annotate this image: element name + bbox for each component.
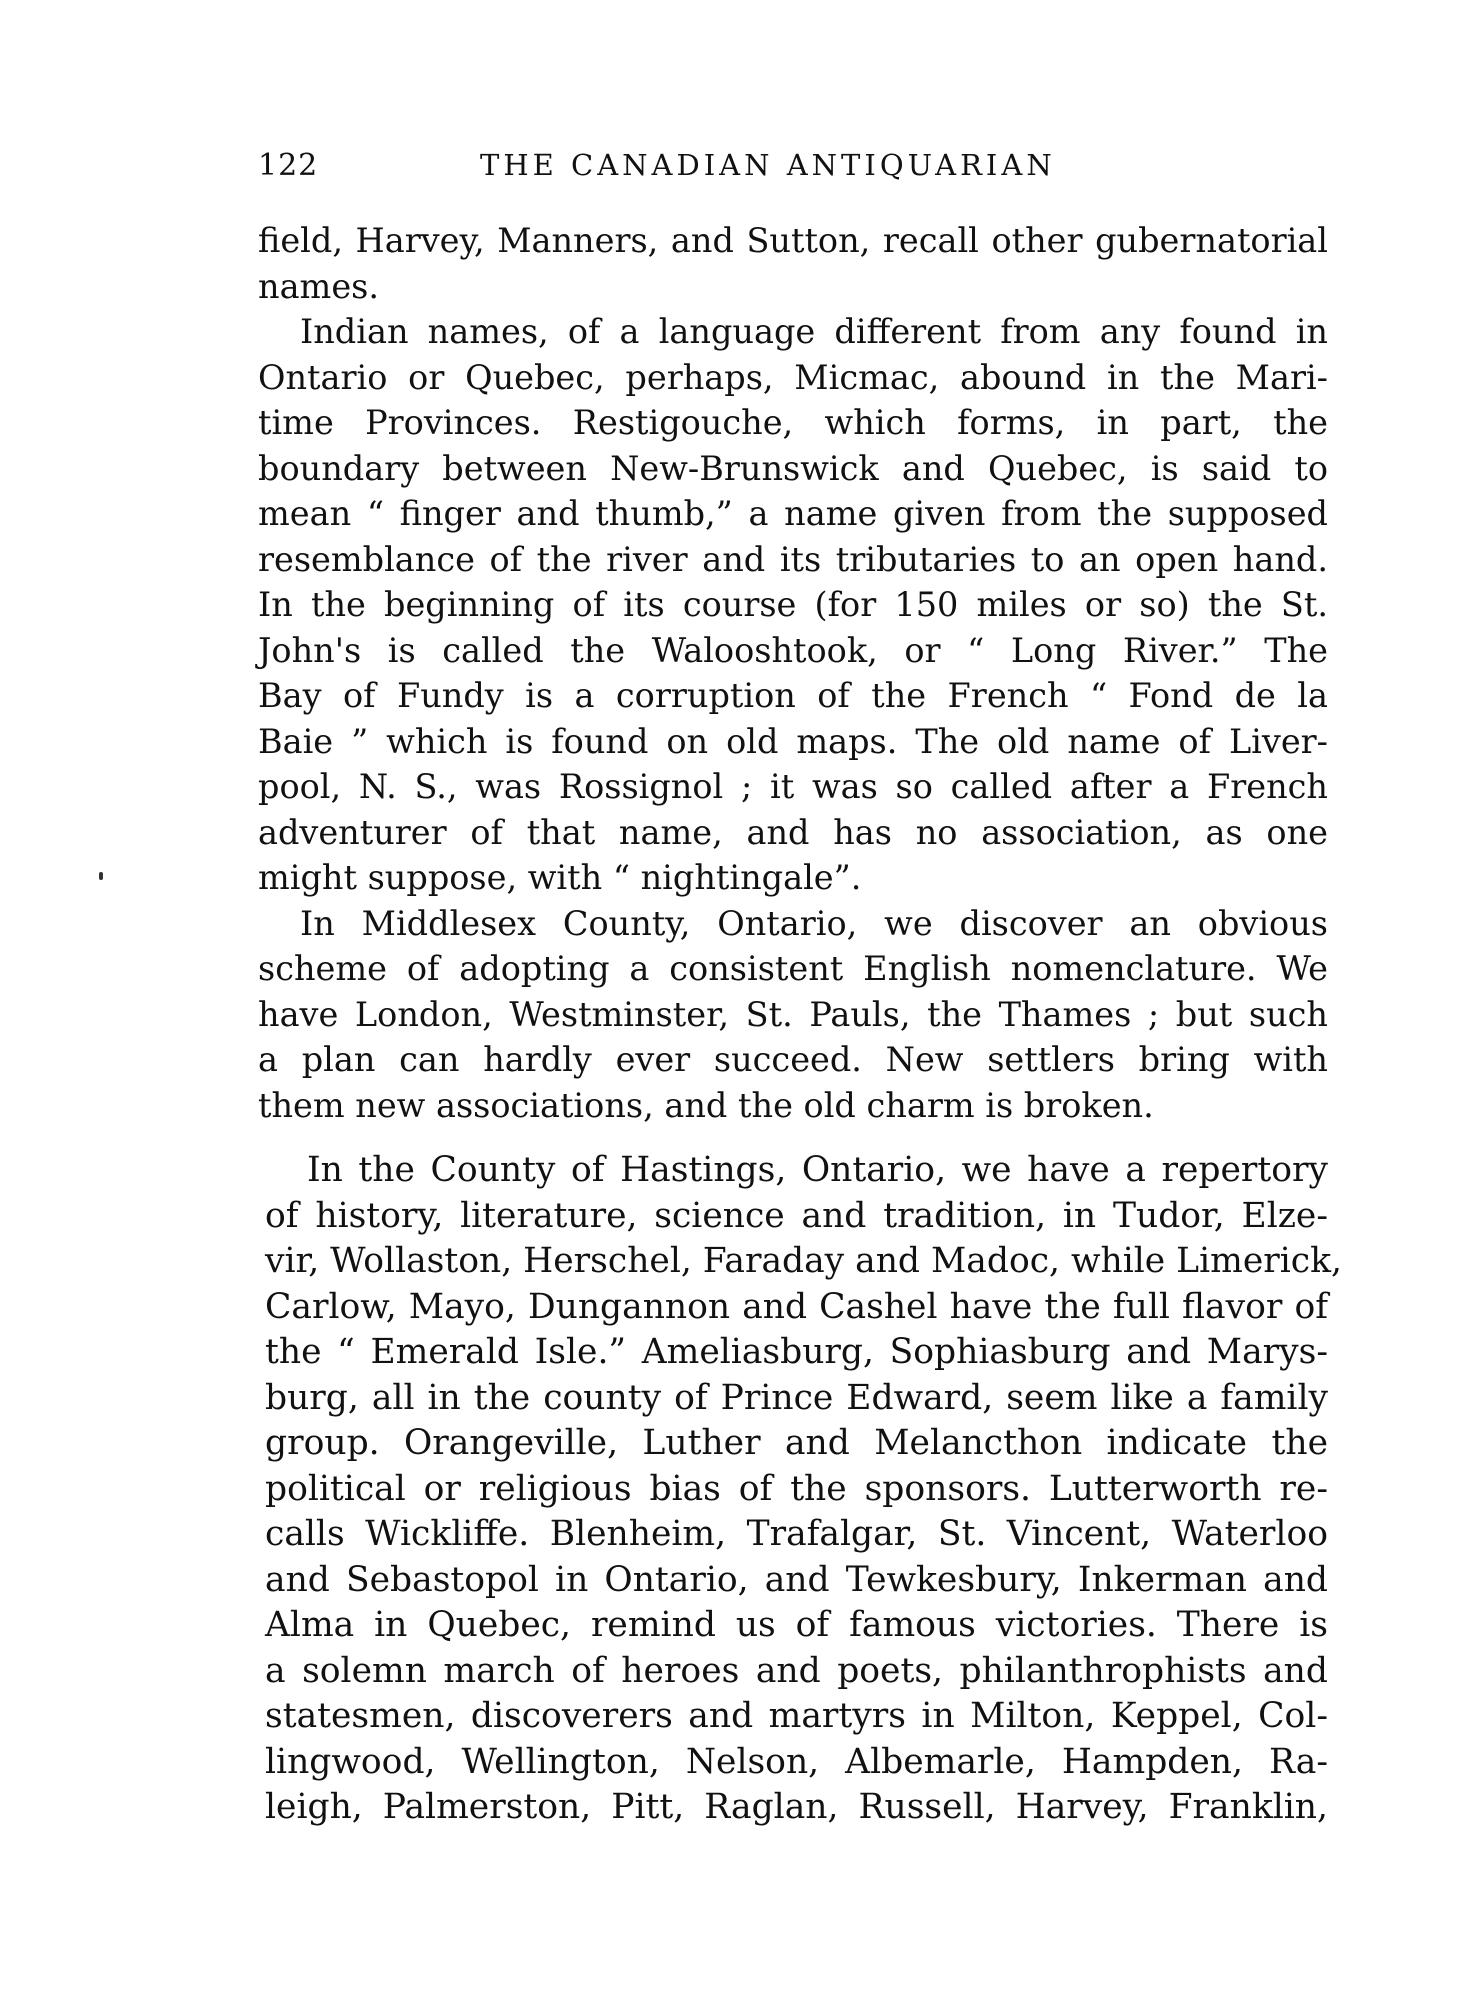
text-line: political or religious bias of the sponsors. Lutterworth re- — [265, 1468, 1328, 1509]
margin-ink-mark — [99, 872, 103, 880]
text-line: Carlow, Mayo, Dungannon and Cashel have the full flavor of — [265, 1286, 1328, 1327]
text-line: might suppose, with “ nightingale”. — [258, 858, 862, 897]
text-line: statesmen, discoverers and martyrs in Milton, Keppel, Col- — [265, 1696, 1328, 1736]
text-line: a solemn march of heroes and poets, philanthrophists and — [265, 1650, 1328, 1691]
text-line: boundary between New-Brunswick and Quebec, is said to — [258, 448, 1328, 488]
running-title: THE CANADIAN ANTIQUARIAN — [480, 148, 1056, 182]
text-line: group. Orangeville, Luther and Melancthon indicate the — [265, 1423, 1328, 1463]
text-line: calls Wickliffe. Blenheim, Trafalgar, St. Vincent, Waterloo — [265, 1514, 1328, 1554]
text-line: John's is called the Walooshtook, or “ Long River.” The — [258, 630, 1328, 670]
text-line: mean “ finger and thumb,” a name given from the supposed — [258, 494, 1328, 533]
text-line: them new associations, and the old charm is broken. — [258, 1085, 1154, 1125]
page-number: 122 — [258, 148, 319, 183]
running-header — [258, 148, 1338, 192]
text-line: and Sebastopol in Ontario, and Tewkesbury, Inkerman and — [265, 1559, 1328, 1600]
text-line: adventurer of that name, and has no association, as one — [258, 812, 1328, 852]
text-line: scheme of adopting a consistent English nomenclature. We — [258, 949, 1328, 988]
text-line: time Provinces. Restigouche, which forms, in part, the — [258, 403, 1328, 442]
text-line: a plan can hardly ever succeed. New settlers bring with — [258, 1040, 1328, 1079]
text-line: pool, N. S., was Rossignol ; it was so called after a French — [258, 767, 1328, 806]
text-line: burg, all in the county of Prince Edward, seem like a family — [265, 1377, 1328, 1418]
text-line: Indian names, of a language different from any found in — [300, 312, 1328, 351]
text-line: vir, Wollaston, Herschel, Faraday and Madoc, while Limerick, — [265, 1241, 1342, 1281]
body-text-lower — [265, 1147, 1342, 1830]
text-line: have London, Westminster, St. Pauls, the Thames ; but such — [258, 994, 1328, 1034]
paragraph-continued — [258, 218, 1328, 309]
text-line: In the beginning of its course (for 150 miles or so) the St. — [258, 585, 1328, 624]
text-line: Bay of Fundy is a corruption of the French “ Fond de la — [258, 676, 1328, 715]
text-line: Ontario or Quebec, perhaps, Micmac, abound in the Mari- — [258, 357, 1328, 397]
paragraph-hastings — [265, 1147, 1342, 1830]
text-line: field, Harvey, Manners, and Sutton, recall other gubernatorial — [258, 221, 1328, 260]
body-text-upper — [258, 218, 1328, 1128]
text-line: lingwood, Wellington, Nelson, Albemarle, Hampden, Ra- — [265, 1741, 1328, 1782]
paragraph-middlesex — [258, 901, 1328, 1129]
text-line: In Middlesex County, Ontario, we discover an obvious — [300, 903, 1328, 943]
text-line: of history, literature, science and tradition, in Tudor, Elze- — [265, 1195, 1328, 1236]
text-line: resemblance of the river and its tributaries to an open hand. — [258, 539, 1328, 579]
text-line: In the County of Hastings, Ontario, we have a repertory — [307, 1150, 1328, 1190]
paragraph-indian-names — [258, 309, 1328, 901]
text-line: names. — [258, 266, 379, 306]
text-line: leigh, Palmerston, Pitt, Raglan, Russell, Harvey, Franklin, — [265, 1787, 1328, 1827]
text-line: the “ Emerald Isle.” Ameliasburg, Sophiasburg and Marys- — [265, 1332, 1328, 1372]
text-line: Alma in Quebec, remind us of famous victories. There is — [265, 1605, 1328, 1645]
text-line: Baie ” which is found on old maps. The old name of Liver- — [258, 721, 1328, 761]
